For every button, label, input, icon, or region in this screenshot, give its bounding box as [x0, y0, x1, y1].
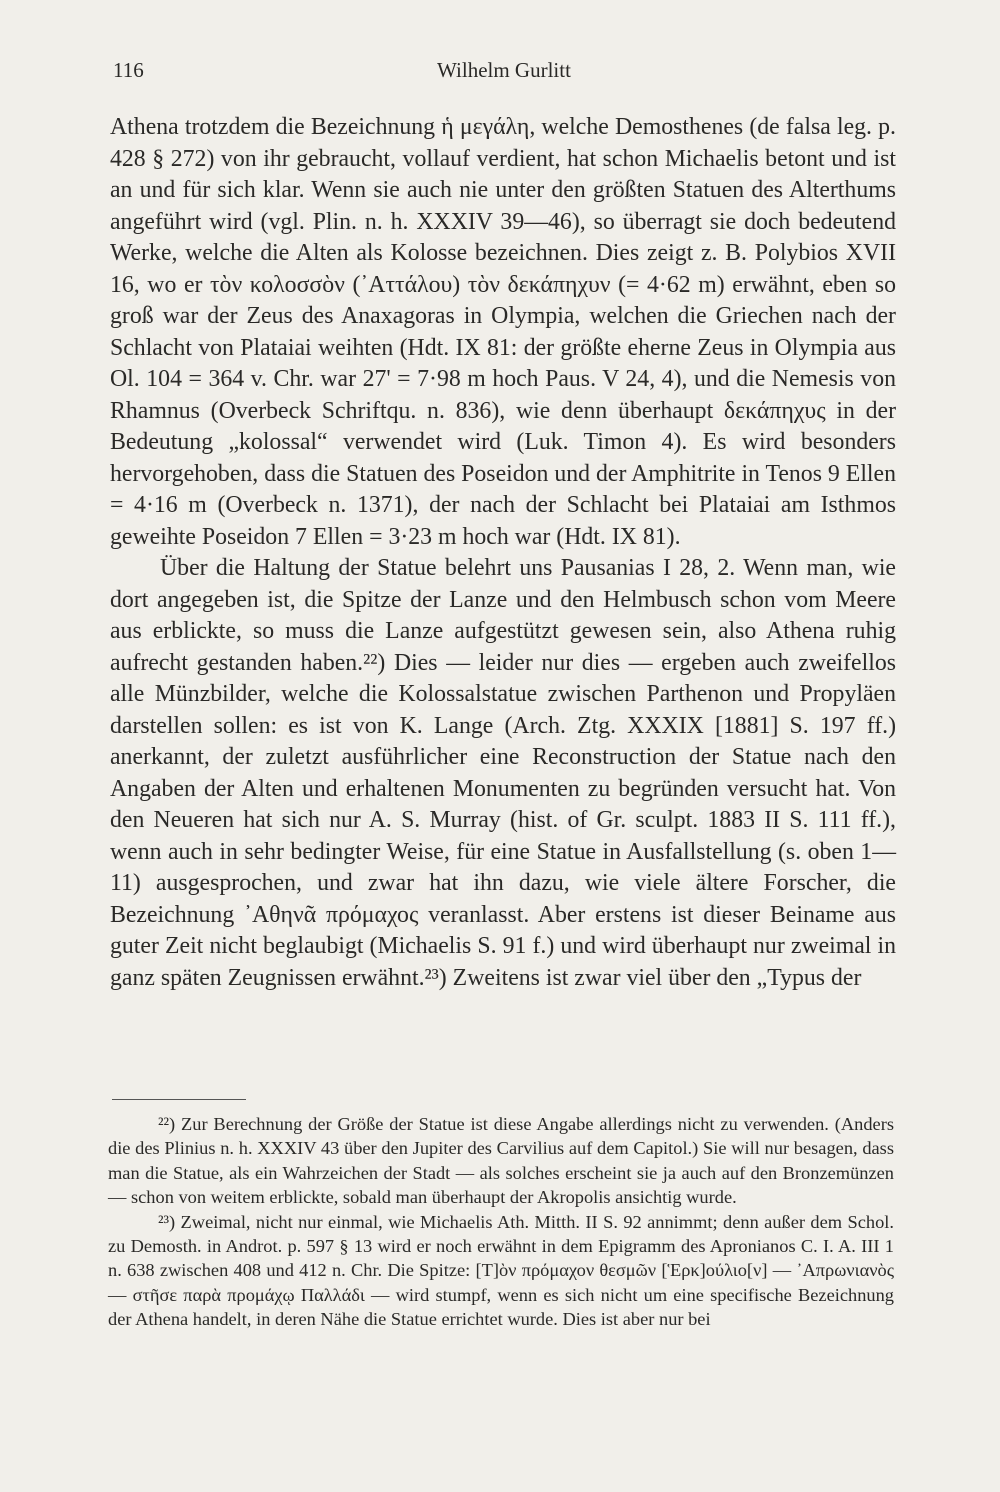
- page-header: [113, 58, 895, 90]
- running-title: Wilhelm Gurlitt: [437, 58, 571, 82]
- paragraph-2: Über die Haltung der Statue belehrt uns Pausanias I 28, 2. Wenn man, wie dort angegeben ist, die Spitze der Lanze und den Helmbusch schon vom Meere aus erblickte, so muss die Lanze aufgestützt gewesen sein, also Athena ruhig aufrecht gestanden haben.²²) Dies — leider nur dies — ergeben auch zweifellos alle Münzbilder, welche die Kolossalstatue zwischen Parthenon und Propyläen darstellen sollen: es ist von K. Lange (Arch. Ztg. XXXIX [1881] S. 197 ff.) anerkannt, der zuletzt ausführlicher eine Reconstruction der Statue nach den Angaben der Alten und erhaltenen Monumenten zu begründen versucht hat. Von den Neueren hat sich nur A. S. Murray (hist. of Gr. sculpt. 1883 II S. 111 ff.), wenn auch in sehr bedingter Weise, für eine Statue in Ausfallstellung (s. oben 1—11) ausgesprochen, und zwar hat ihn dazu, wie viele ältere Forscher, die Bezeichnung ᾿Αθηνᾶ πρόμαχος veranlasst. Aber erstens ist dieser Beiname aus guter Zeit nicht beglaubigt (Michaelis S. 91 f.) und wird überhaupt nur zweimal in ganz späten Zeugnissen erwähnt.²³) Zweitens ist zwar viel über den „Typus der: [110, 555, 896, 991]
- footnote-22: ²²) Zur Berechnung der Größe der Statue ist diese Angabe allerdings nicht zu verwenden. (Anders die des Plinius n. h. XXXIV 43 über den Jupiter des Carvilius auf dem Capitol.) Sie will nur besagen, dass man die Statue, als ein Wahrzeichen der Stadt — als solches erscheint sie ja auch auf den Bronzemünzen — schon von weitem erblickte, sobald man überhaupt der Akropolis ansichtig wurde.: [108, 1114, 894, 1208]
- paragraph-1: Athena trotzdem die Bezeichnung ἡ μεγάλη, welche Demosthenes (de falsa leg. p. 428 § 272) von ihr gebraucht, vollauf verdient, hat schon Michaelis betont und ist an und für sich klar. Wenn sie auch nie unter den größten Statuen des Alterthums angeführt wird (vgl. Plin. n. h. XXXIV 39—46), so überragt sie doch bedeutend Werke, welche die Alten als Kolosse bezeichnen. Dies zeigt z. B. Polybios XVII 16, wo er τὸν κολοσσὸν (᾿Αττάλου) τὸν δεκάπηχυν (= 4·62 m) erwähnt, eben so groß war der Zeus des Anaxagoras in Olympia, welchen die Griechen nach der Schlacht von Plataiai weihten (Hdt. IX 81: der größte eherne Zeus in Olympia aus Ol. 104 = 364 v. Chr. war 27' = 7·98 m hoch Paus. V 24, 4), und die Nemesis von Rhamnus (Overbeck Schriftqu. n. 836), wie denn überhaupt δεκάπηχυς in der Bedeutung „kolossal“ verwendet wird (Luk. Timon 4). Es wird besonders hervorgehoben, dass die Statuen des Poseidon und der Amphitrite in Tenos 9 Ellen = 4·16 m (Overbeck n. 1371), der nach der Schlacht bei Plataiai am Isthmos geweihte Poseidon 7 Ellen = 3·23 m hoch war (Hdt. IX 81).: [110, 114, 896, 550]
- main-text: [110, 112, 896, 994]
- page-number: 116: [113, 58, 144, 82]
- footnotes: [108, 1112, 894, 1332]
- footnote-23: ²³) Zweimal, nicht nur einmal, wie Michaelis Ath. Mitth. II S. 92 annimmt; denn außer dem Schol. zu Demosth. in Androt. p. 597 § 13 wird er noch erwähnt in dem Epigramm des Apronianos C. I. A. III 1 n. 638 zwischen 408 und 412 n. Chr. Die Spitze: [Τ]ὸν πρόμαχον θεσμῶν [Ἑρκ]ούλιο[ν] — ᾿Απρωνιανὸς — στῆσε παρὰ προμάχῳ Παλλάδι — wird stumpf, wenn es sich nicht um eine specifische Bezeichnung der Athena handelt, in deren Nähe die Statue errichtet wurde. Dies ist aber nur bei: [108, 1211, 894, 1330]
- footnote-rule: [112, 1099, 246, 1100]
